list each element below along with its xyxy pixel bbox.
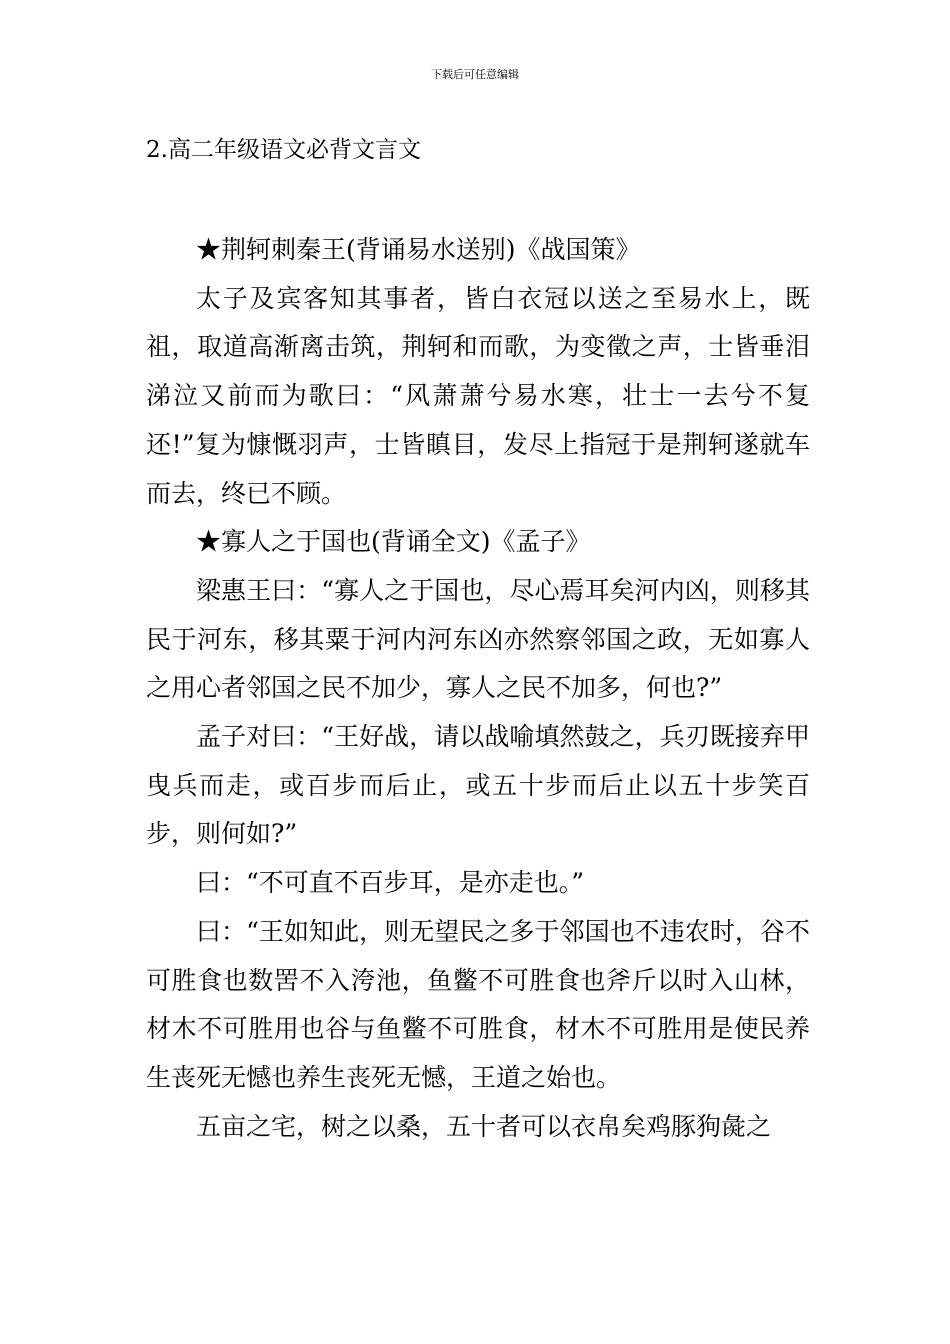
- paragraph-mengzi-reply: 孟子对曰：“王好战，请以战喻填然鼓之，兵刃既接弃甲曳兵而走，或百步而后止，或五十步而后止以五十步笑百步，则何如?”: [146, 722, 810, 849]
- paragraph-wumu: 五亩之宅，树之以桑，五十者可以衣帛矣鸡豚狗彘之: [196, 1111, 772, 1141]
- header-note: 下载后可任意编辑: [431, 68, 519, 81]
- paragraph-yishui: 太子及宾客知其事者，皆白衣冠以送之至易水上，既祖，取道高渐离击筑，荆轲和而歌，为变徵之声，士皆垂泪涕泣又前而为歌曰：“风萧萧兮易水寒，壮士一去兮不复还!”复为慷慨羽声，士皆瞋目，发尽上指冠于是荆轲遂就车而去，终已不顾。: [146, 283, 810, 508]
- section-heading-jingke: ★荆轲刺秦王(背诵易水送别)《战国策》: [196, 235, 641, 264]
- section-heading-guaren: ★寡人之于国也(背诵全文)《孟子》: [196, 527, 591, 557]
- document-body: [146, 226, 810, 1151]
- paragraph-lianghuiwang: 梁惠王曰：“寡人之于国也，尽心焉耳矣河内凶，则移其民于河东，移其粟于河内河东凶亦然察邻国之政，无如寡人之用心者邻国之民不加少，寡人之民不加多，何也?”: [146, 575, 810, 703]
- paragraph-wangruzhici: 曰：“王如知此，则无望民之多于邻国也不违农时，谷不可胜食也数罟不入洿池，鱼鳖不可胜食也斧斤以时入山林，材木不可胜用也谷与鱼鳖不可胜食，材木不可胜用是使民养生丧死无憾也养生丧死无憾，王道之始也。: [146, 916, 810, 1092]
- paragraph-buke: 曰：“不可直不百步耳，是亦走也。”: [196, 868, 585, 898]
- document-title: 2.高二年级语文必背文言文: [146, 137, 421, 163]
